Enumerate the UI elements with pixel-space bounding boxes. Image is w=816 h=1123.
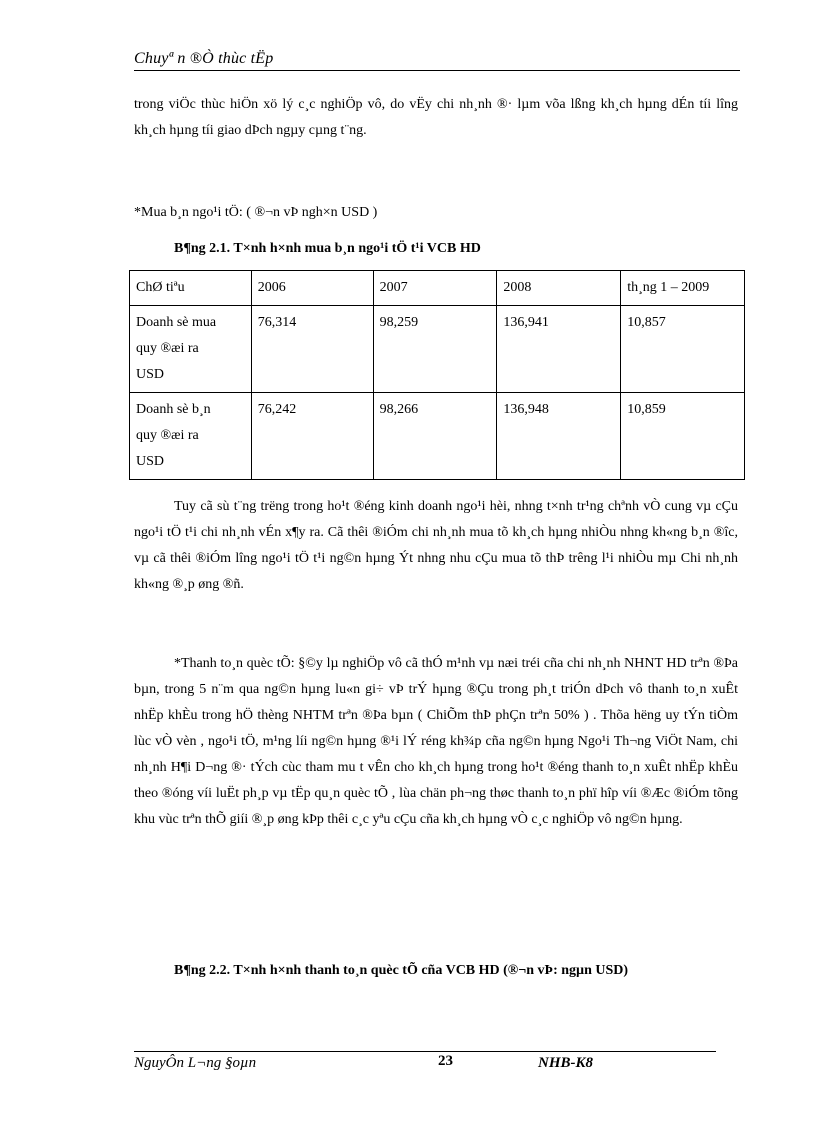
page-number: 23	[438, 1053, 453, 1069]
table-header-cell: ChØ tiªu	[130, 271, 252, 306]
forex-table	[129, 270, 745, 480]
table-cell: 136,941	[497, 306, 621, 393]
table-header-cell: 2006	[251, 271, 373, 306]
table-header-row	[130, 271, 745, 306]
footer-class-code: NHB-K8	[538, 1055, 594, 1071]
header-title: Chuyª n ®Ò thùc tËp	[134, 50, 274, 67]
table-row-label	[130, 393, 252, 480]
table-row	[130, 306, 745, 393]
table-cell: 10,859	[621, 393, 745, 480]
footer-rule	[134, 1051, 716, 1052]
table-header-cell: th¸ng 1 – 2009	[621, 271, 745, 306]
paragraph-forex-heading: *Mua b¸n ngo¹i tÖ: ( ®¬n vÞ ngh×n USD )	[134, 205, 378, 220]
row-label-line: quy ®æi ra	[136, 341, 199, 356]
table-cell: 76,242	[251, 393, 373, 480]
header-rule	[134, 70, 740, 71]
row-label-line: Doanh sè mua	[136, 315, 217, 330]
table-cell: 98,266	[373, 393, 497, 480]
table-cell: 98,259	[373, 306, 497, 393]
table-header-cell: 2007	[373, 271, 497, 306]
table1-caption: B¶ng 2.1. T×nh h×nh mua b¸n ngo¹i tÖ t¹i VCB HD	[174, 241, 481, 256]
footer-author: NguyÔn L¬ng §oµn	[134, 1055, 257, 1071]
paragraph-intl-payment: *Thanh to¸n quèc tÕ: §©y lµ nghiÖp vô cã thÓ m¹nh vµ næi tréi cña chi nh¸nh NHNT HD trªn ®Þa bµn, trong 5 n¨m qua ng©n hµng lu«n gi÷ vÞ trÝ hµng ®Çu trong ph¸t triÓn dÞch vô thanh to¸n xuÊt nhËp khÈu trong hÖ thèng NHTM trªn ®Þa bµn ( ChiÕm thÞ phÇn trªn 50% ) . Thõa hëng uy tÝn tiÒm lùc vÒ vèn , ngo¹i tÖ, m¹ng líi ng©n hµng ®¹i lÝ réng kh¾p cña ng©n hµng Ngo¹i Th¬ng ViÖt Nam, chi nh¸nh H¶i D¬ng ®· tÝch cùc tham mu t vÊn cho kh¸ch hµng trong ho¹t ®éng thanh to¸n xuÊt nhËp khÈu theo ®óng víi luËt ph¸p vµ tËp qu¸n quèc tÕ , lùa chän ph¬ng thøc thanh to¸n phï hîp víi ®Æc ®iÓm tõng khu vùc trªn thÕ giíi ®¸p øng kÞp thêi c¸c yªu cÇu cña kh¸ch hµng vÒ c¸c nghiÖp vô ng©n hµng.	[134, 656, 738, 827]
paragraph-forex-analysis: Tuy cã sù t¨ng trëng trong ho¹t ®éng kinh doanh ngo¹i hèi, nhng t×nh tr¹ng chªnh vÒ cung vµ cÇu ngo¹i tÖ t¹i chi nh¸nh vÉn x¶y ra. Cã thêi ®iÓm chi nh¸nh mua tõ kh¸ch hµng nhiÒu nhng kh«ng b¸n ®îc, vµ cã thêi ®iÓm lîng ngo¹i tÖ t¹i ng©n hµng Ýt nhng nhu cÇu mua tõ thÞ trêng l¹i nhiÒu mµ Chi nh¸nh kh«ng ®¸p øng ®ñ.	[134, 499, 738, 592]
table-cell: 10,857	[621, 306, 745, 393]
table-row	[130, 393, 745, 480]
paragraph-intro: trong viÖc thùc hiÖn xö lý c¸c nghiÖp vô, do vËy chi nh¸nh ®· lµm võa lßng kh¸ch hµng dÉn tíi lîng kh¸ch hµng tíi giao dÞch ngµy cµng t¨ng.	[134, 97, 738, 138]
table-header-cell: 2008	[497, 271, 621, 306]
row-label-line: USD	[136, 454, 165, 469]
table-row-label	[130, 306, 252, 393]
row-label-line: quy ®æi ra	[136, 428, 199, 443]
row-label-line: USD	[136, 367, 165, 382]
row-label-line: Doanh sè b¸n	[136, 402, 211, 417]
table-cell: 136,948	[497, 393, 621, 480]
table2-caption: B¶ng 2.2. T×nh h×nh thanh to¸n quèc tÕ cña VCB HD (®¬n vÞ: ngµn USD)	[174, 963, 629, 978]
table-cell: 76,314	[251, 306, 373, 393]
